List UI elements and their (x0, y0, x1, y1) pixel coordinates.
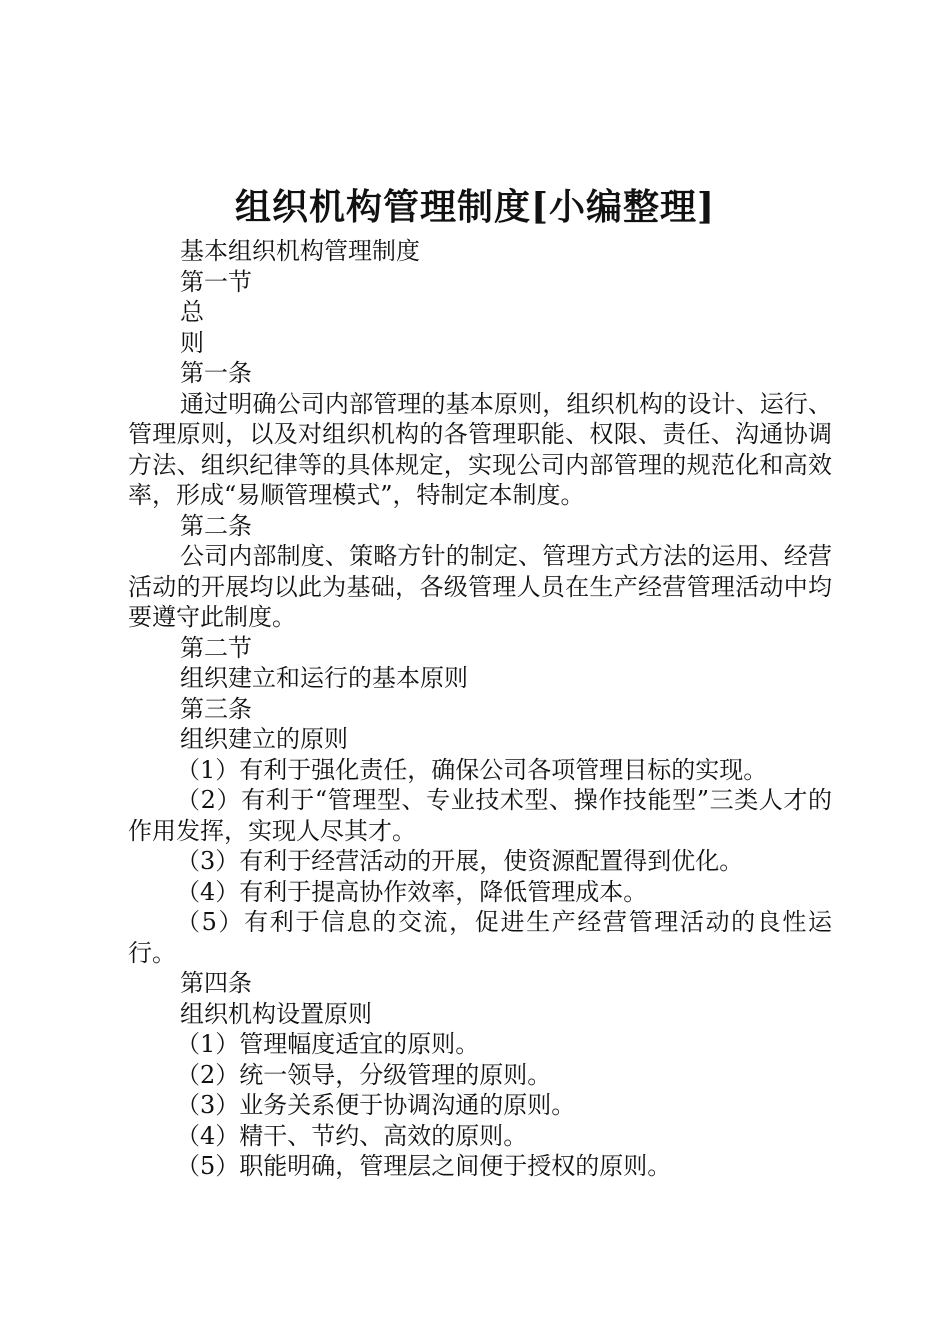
article-3-item-3: （3）有利于经营活动的开展，使资源配置得到优化。 (176, 847, 744, 875)
document-body (128, 236, 832, 1182)
section-title-part-1: 总 (180, 298, 204, 326)
article-4-item-5: （5）职能明确，管理层之间便于授权的原则。 (176, 1152, 672, 1180)
article-1-text: 通过明确公司内部管理的基本原则，组织机构的设计、运行、管理原则，以及对组织机构的各管理职能、权限、责任、沟通协调方法、组织纪律等的具体规定，实现公司内部管理的规范化和高效率，形成“易顺管理模式”，特制定本制度。 (128, 389, 832, 509)
article-heading-1: 第一条 (180, 359, 252, 387)
section-heading-2: 第二节 (180, 633, 252, 662)
article-heading-3: 第三条 (180, 694, 252, 723)
article-4-item-4: （4）精干、节约、高效的原则。 (176, 1121, 528, 1150)
paragraph-subtitle: 基本组织机构管理制度 (180, 237, 420, 265)
article-heading-2: 第二条 (180, 511, 252, 540)
section-2-title: 组织建立和运行的基本原则 (180, 664, 468, 692)
article-3-item-2: （2）有利于“管理型、专业技术型、操作技能型”三类人才的作用发挥，实现人尽其才。 (128, 786, 832, 845)
article-3-item-1: （1）有利于强化责任，确保公司各项管理目标的实现。 (176, 755, 768, 784)
section-title-part-2: 则 (180, 328, 204, 357)
article-heading-4: 第四条 (180, 969, 252, 997)
article-3-item-4: （4）有利于提高协作效率，降低管理成本。 (176, 877, 648, 906)
section-heading-1: 第一节 (180, 267, 252, 296)
article-2-text: 公司内部制度、策略方针的制定、管理方式方法的运用、经营活动的开展均以此为基础，各级管理人员在生产经营管理活动中均要遵守此制度。 (128, 542, 832, 631)
article-4-item-1: （1）管理幅度适宜的原则。 (176, 1030, 480, 1058)
article-4-title: 组织机构设置原则 (180, 999, 372, 1028)
article-3-title: 组织建立的原则 (180, 725, 348, 753)
document-title: 组织机构管理制度[小编整理] (234, 186, 716, 228)
article-3-item-5: （5）有利于信息的交流，促进生产经营管理活动的良性运行。 (128, 908, 832, 967)
article-4-item-3: （3）业务关系便于协调沟通的原则。 (176, 1091, 576, 1119)
article-4-item-2: （2）统一领导，分级管理的原则。 (176, 1060, 552, 1089)
